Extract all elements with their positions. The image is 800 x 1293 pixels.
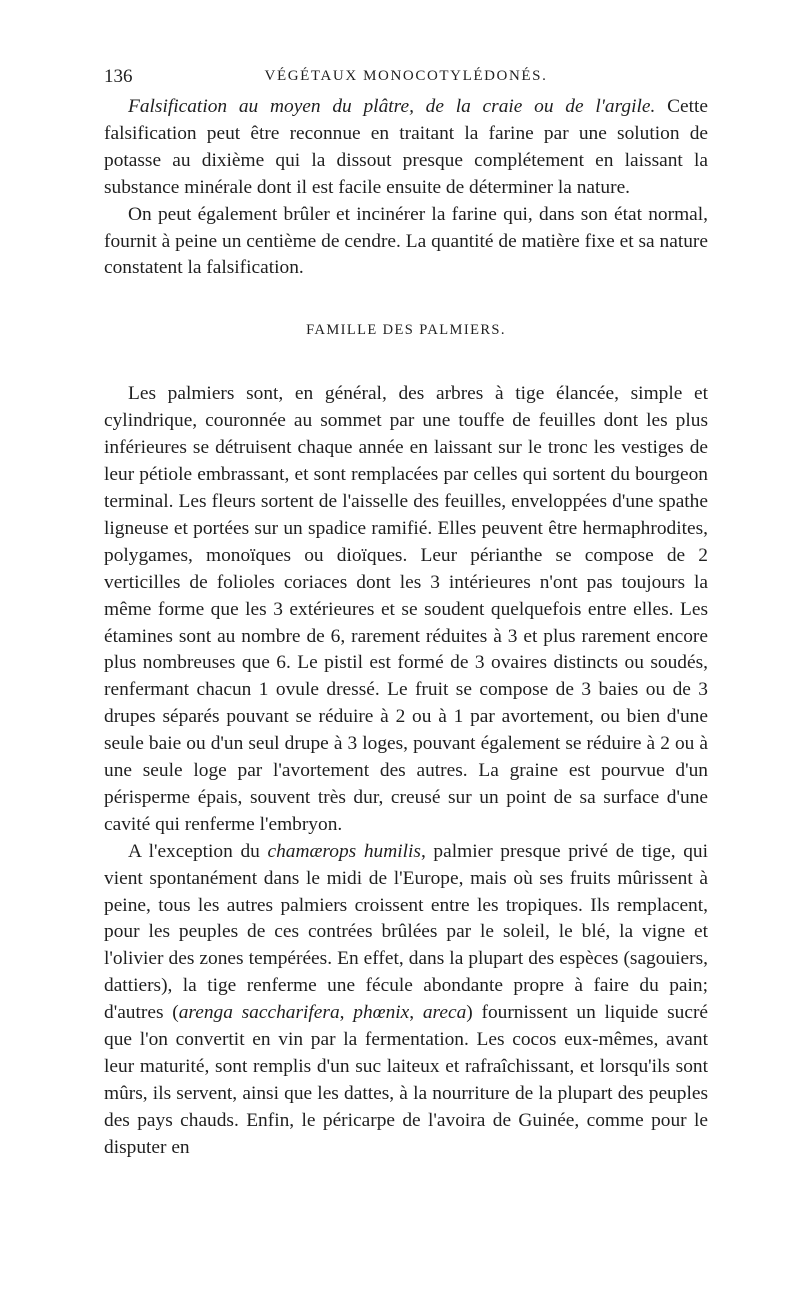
text-segment: , palmier presque privé de tige, qui vient spontanément dans le midi de l'Europe, mais où ses fruits mûrissent à peine, tous les autres palmiers croissent entre les tropiques. Ils remplacent, pour les peuples de ces contrées brûlées par le soleil, le blé, la vigne et l'olivier des zones tempérées. En effet, dans la plupart des espèces (sagouiers, dattiers), la tige renferme une fécule abondante propre à faire du pain; d'autres ( bbox=[104, 840, 708, 1024]
palmiers-description-paragraph: Les palmiers sont, en général, des arbres à tige élancée, simple et cylindrique, couronnée au sommet par une touffe de feuilles dont les plus inférieures se détruisent chaque année en laissant sur le tronc les vestiges de leur pétiole embrassant, et sont remplacées par celles qui sortent du bourgeon terminal. Les fleurs sortent de l'aisselle des feuilles, enveloppées d'une spathe ligneuse et portées sur un spadice ramifié. Elles peuvent être hermaphrodites, polygames, monoïques ou dioïques. Leur périanthe se compose de 2 verticilles de folioles coriaces dont les 3 intérieures n'ont pas toujours la même forme que les 3 extérieures et se soudent quelquefois entre elles. Les étamines sont au nombre de 6, rarement réduites à 3 et plus rarement encore plus nombreuses que 6. Le pistil est formé de 3 ovaires distincts ou soudés, renfermant chacun 1 ovule dressé. Le fruit se compose de 3 baies ou de 3 drupes séparés pouvant se réduire à 2 ou à 1 par avortement, ou bien d'une seule baie ou d'un seul drupe à 3 loges, pouvant également se réduire à 2 ou à une seule loge par l'avortement des autres. La graine est pourvue d'un périsperme épais, souvent très dur, creusé sur un point de sa surface d'une cavité qui renferme l'embryon. bbox=[104, 383, 708, 835]
running-title: VÉGÉTAUX MONOCOTYLÉDONÉS. bbox=[264, 68, 548, 84]
text-segment: ) fournissent un liquide sucré que l'on convertit en vin par la fermentation. Les cocos eux-mêmes, avant leur maturité, sont remplis d'un suc laiteux et rafraîchissant, et lorsqu'ils sont mûrs, ils servent, ainsi que les dattes, à la nourriture de la plupart des peuples des pays chauds. Enfin, le péricarpe de l'avoira de Guinée, comme pour le disputer en bbox=[104, 1002, 709, 1158]
page-number: 136 bbox=[104, 66, 133, 87]
section-title: FAMILLE DES PALMIERS. bbox=[306, 322, 506, 339]
species-name: phœnix bbox=[353, 1002, 410, 1024]
falsification-text: Cette falsification peut être reconnue en traitant la farine par une solution de potasse au dixième qui la dissout presque complétement en laissant la substance minérale dont il est facile ensuite de déterminer la nature. bbox=[104, 96, 708, 198]
text-segment: , bbox=[339, 1002, 354, 1024]
text-segment: A l'exception du bbox=[128, 840, 268, 862]
species-name: arenga saccharifera bbox=[178, 1002, 340, 1024]
book-page bbox=[104, 66, 708, 1162]
falsification-paragraph bbox=[104, 94, 708, 202]
incineration-paragraph: On peut également brûler et incinérer la farine qui, dans son état normal, fournit à peine un centième de cendre. La quantité de matière fixe et sa nature constatent la falsification. bbox=[104, 203, 708, 279]
text-segment: , bbox=[409, 1002, 423, 1024]
palmiers-distribution-paragraph bbox=[104, 839, 708, 1162]
species-name: areca bbox=[422, 1002, 467, 1024]
falsification-heading: Falsification au moyen du plâtre, de la craie ou de l'argile. bbox=[128, 96, 656, 117]
species-name: chamærops humilis bbox=[267, 840, 421, 862]
running-head bbox=[104, 66, 708, 94]
